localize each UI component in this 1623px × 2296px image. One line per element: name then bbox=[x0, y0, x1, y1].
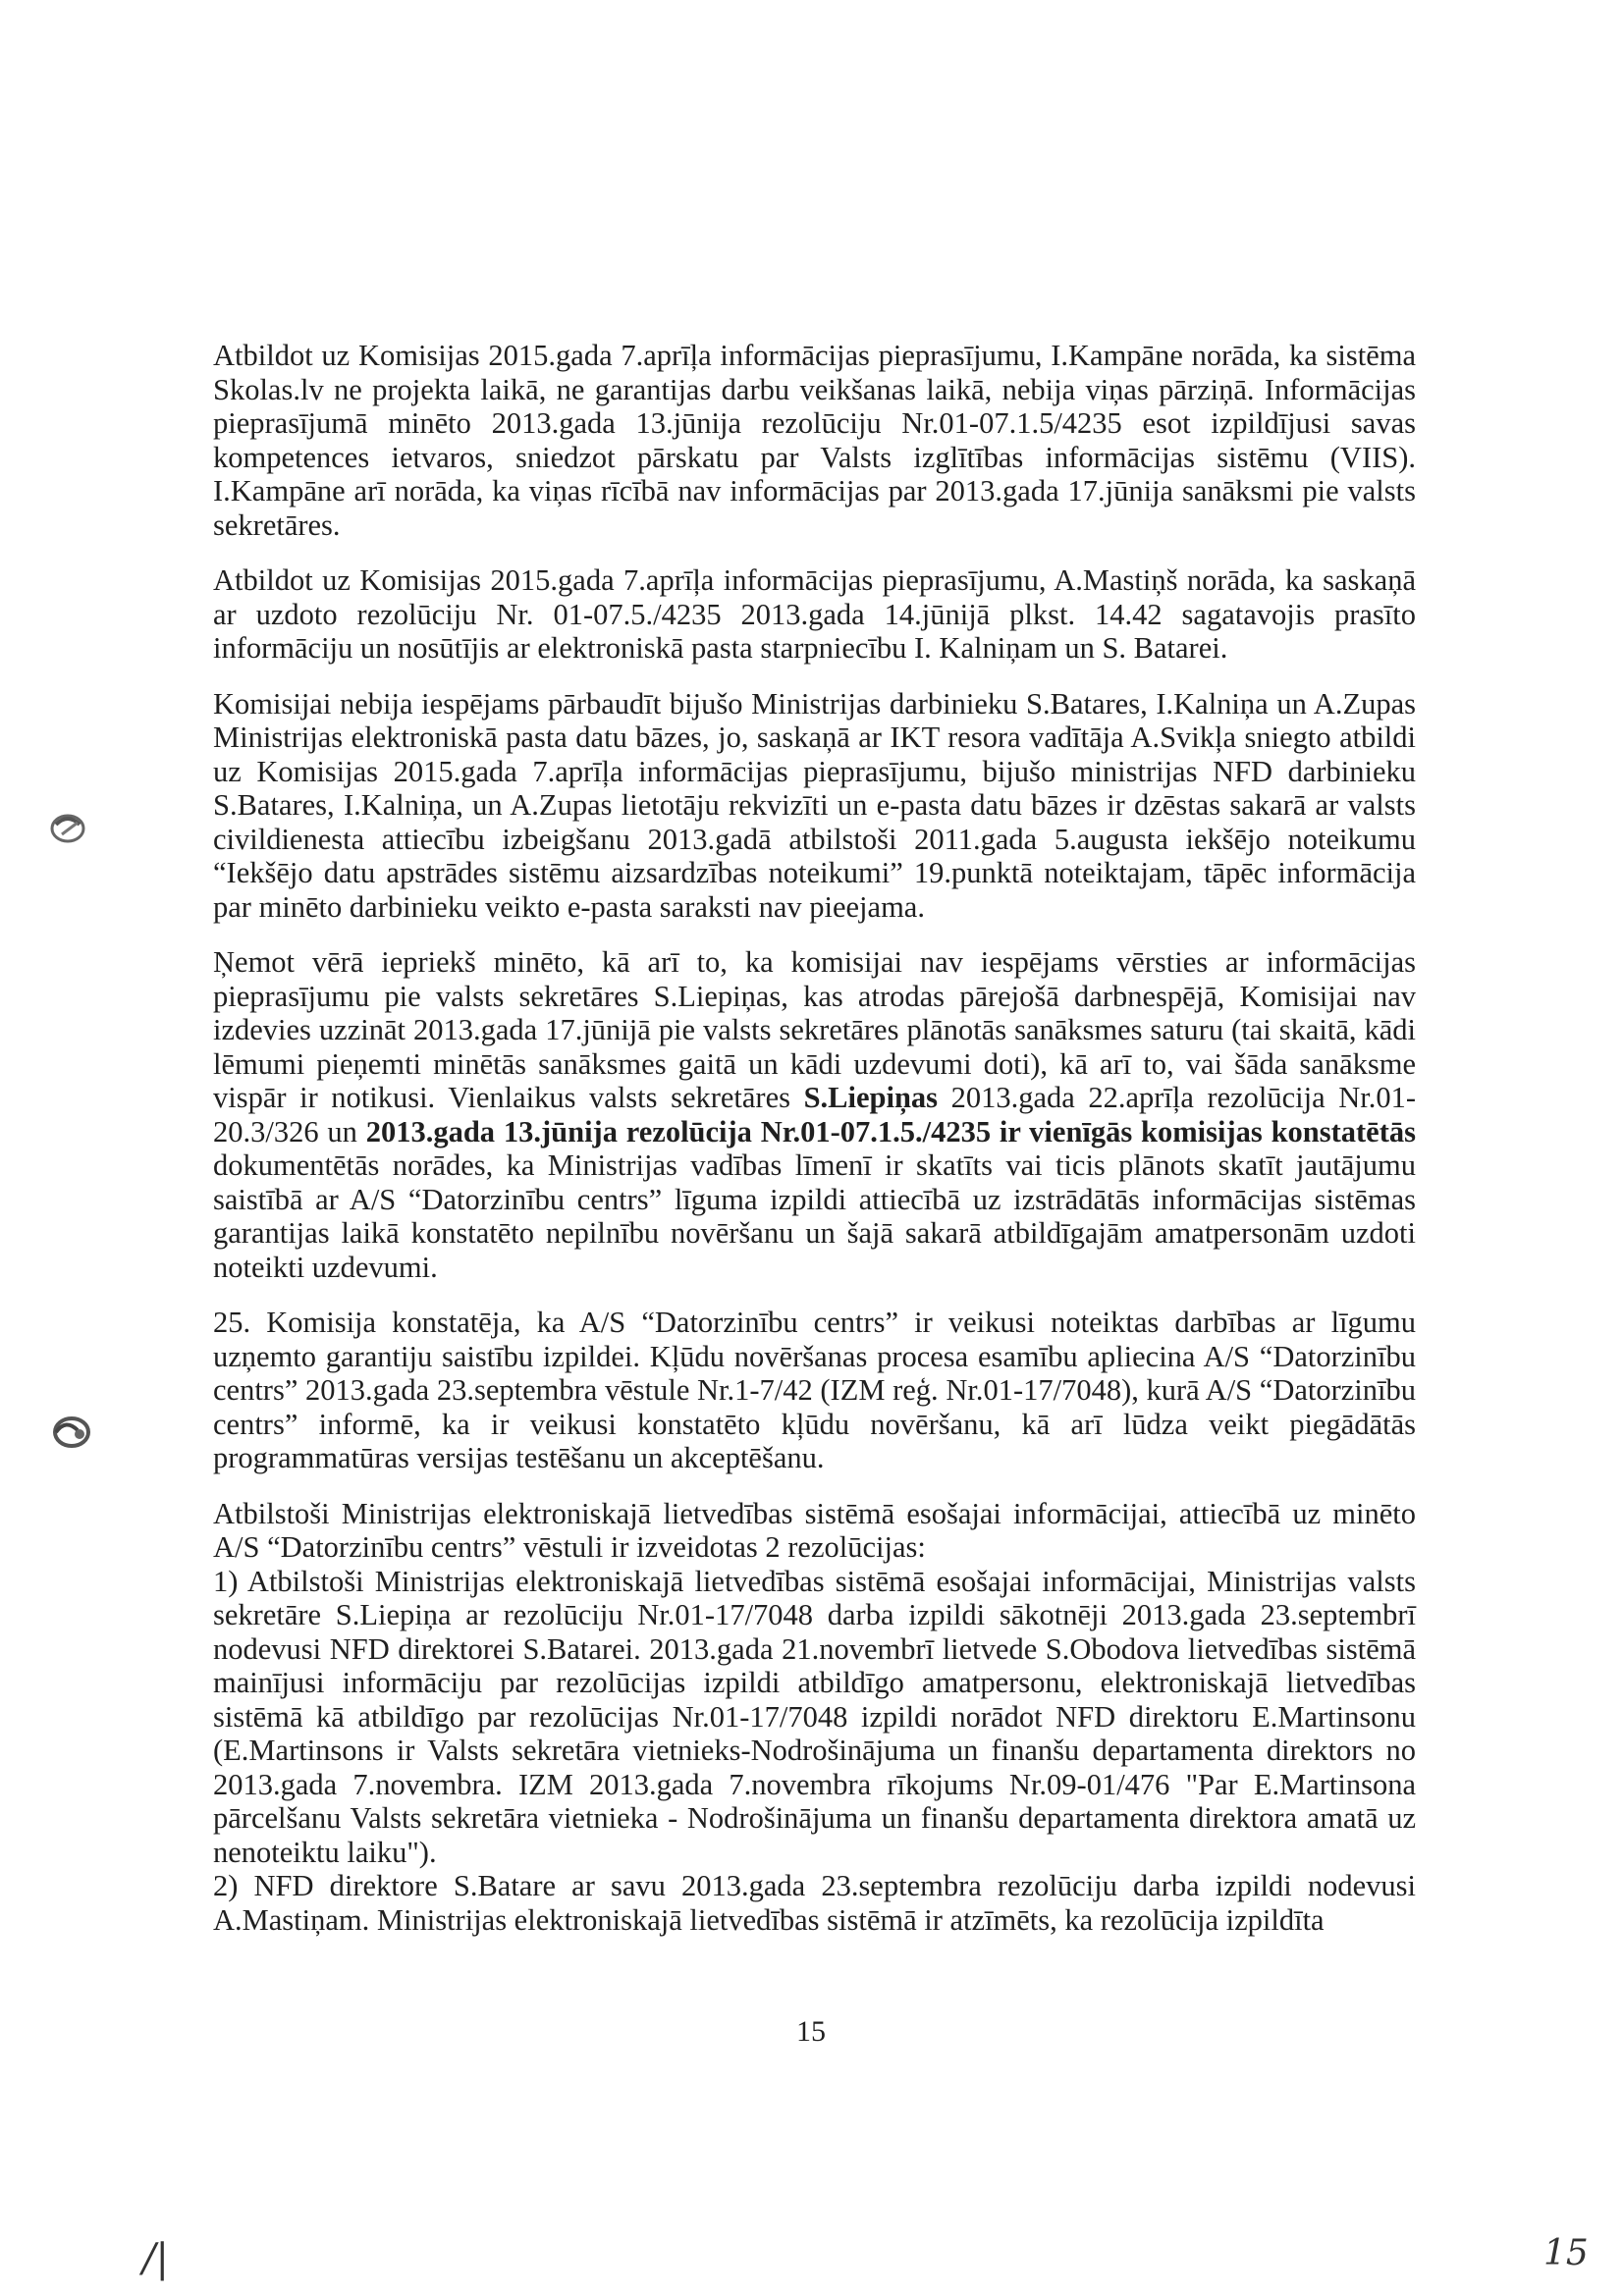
paragraph-mastins: Atbildot uz Komisijas 2015.gada 7.aprīļa informācijas pieprasījumu, A.Mastiņš norāda, ka saskaņā ar uzdoto rezolūciju Nr. 01-07.5./4235 2013.gada 14.jūnijā plkst. 14.42 sagatavojis prasīto informāciju un nosūtījis ar elektroniskā pasta starpniecību I. Kalniņam un S. Batarei. bbox=[213, 563, 1416, 665]
body-text bbox=[213, 339, 1416, 1937]
margin-stamp-mark-upper bbox=[44, 807, 99, 850]
paragraph-resolutions-intro: Atbilstoši Ministrijas elektroniskajā lietvedības sistēmā esošajai informācijai, attiecībā uz minēto A/S “Datorzinību centrs” vēstuli ir izveidotas 2 rezolūcijas: bbox=[213, 1496, 1416, 1564]
paragraph-considering-part2: 2013.gada 22.aprīļa rezolūcija Nr.01-20.3/326 un bbox=[213, 1081, 1417, 1148]
paragraph-25: 25. Komisija konstatēja, ka A/S “Datorzinību centrs” ir veikusi noteiktas darbības ar līgumu uzņemto garantiju saistību izpildei. Kļūdu novēršanas procesa esamību apliecina A/S “Datorzinību centrs” 2013.gada 23.septembra vēstule Nr.1-7/42 (IZM reģ. Nr.01-17/7048), kurā A/S “Datorzinību centrs” informē, ka ir veikusi konstatēto kļūdu novēršanu, kā arī lūdza veikt piegādātās programmatūras versijas testēšanu un akceptēšanu. bbox=[213, 1306, 1416, 1474]
paragraph-considering-bold2: 2013.gada 13.jūnija rezolūcija Nr.01-07.1.5./4235 ir vienīgās komisijas konstatētās bbox=[365, 1114, 1416, 1148]
paragraph-considering-part1: Ņemot vērā iepriekš minēto, kā arī to, ka komisijai nav iespējams vērsties ar informācijas pieprasījumu pie valsts sekretāres S.Liepiņas, kas atrodas pārejošā darbnespējā, Komisijai nav izdevies uzzināt 2013.gada 17.jūnijā pie valsts sekretāres plānotās sanāksmes saturu (tai skaitā, kādi lēmumi pieņemti minētās sanāksmes gaitā un kādi uzdevumi doti), kā arī to, vai šāda sanāksme vispār ir notikusi. Vienlaikus valsts sekretāres bbox=[213, 945, 1416, 1114]
paragraph-considering bbox=[213, 945, 1416, 1284]
paragraph-resolution-1: 1) Atbilstoši Ministrijas elektroniskajā lietvedības sistēmā esošajai informācijai, Ministrijas valsts sekretāre S.Liepiņa ar rezolūciju Nr.01-17/7048 darba izpildi sākotnēji 2013.gada 23.septembrī nodevusi NFD direktorei S.Batarei. 2013.gada 21.novembrī lietvede S.Obodova lietvedības sistēmā mainījusi informāciju par rezolūcijas izpildi atbildīgo amatpersonu, elektroniskajā lietvedības sistēmā kā atbildīgo par rezolūcijas Nr.01-17/7048 izpildi norādot NFD direktoru E.Martinsonu (E.Martinsons ir Valsts sekretāra vietnieks-Nodrošinājuma un finanšu departamenta direktors no 2013.gada 7.novembra. IZM 2013.gada 7.novembra rīkojums Nr.09-01/476 "Par E.Martinsona pārcelšanu Valsts sekretāra vietnieka - Nodrošinājuma un finanšu departamenta direktora amatā uz nenoteiktu laiku"). bbox=[213, 1564, 1416, 1869]
page-number: 15 bbox=[796, 2015, 826, 2048]
handwritten-mark-left: /| bbox=[142, 2236, 169, 2281]
margin-stamp-mark-lower bbox=[44, 1411, 99, 1454]
paragraph-considering-part3: dokumentētās norādes, ka Ministrijas vadības līmenī ir skatīts vai ticis plānots skatīt jautājumu saistībā ar A/S “Datorzinību centrs” līguma izpildi attiecībā uz izstrādātās informācijas sistēmas garantijas laikā konstatēto nepilnību novēršanu un šajā sakarā atbildīgajām amatpersonām uzdoti noteikti uzdevumi. bbox=[213, 1148, 1416, 1284]
paragraph-email-databases: Komisijai nebija iespējams pārbaudīt bijušo Ministrijas darbinieku S.Batares, I.Kalniņa un A.Zupas Ministrijas elektroniskā pasta datu bāzes, jo, saskaņā ar IKT resora vadītāja A.Svikļa sniegto atbildi uz Komisijas 2015.gada 7.aprīļa informācijas pieprasījumu, bijušo ministrijas NFD darbinieku S.Batares, I.Kalniņa, un A.Zupas lietotāju rekvizīti un e-pasta datu bāzes ir dzēstas sakarā ar valsts civildienesta attiecību izbeigšanu 2013.gadā atbilstoši 2011.gada 5.augusta iekšējo noteikumu “Iekšējo datu apstrādes sistēmu aizsardzības noteikumi” 19.punktā noteiktajam, tāpēc informācija par minēto darbinieku veikto e-pasta saraksti nav pieejama. bbox=[213, 686, 1416, 924]
handwritten-page-number: 15 bbox=[1543, 2233, 1589, 2273]
paragraph-resolution-2: 2) NFD direktore S.Batare ar savu 2013.gada 23.septembra rezolūciju darba izpildi nodevusi A.Mastiņam. Ministrijas elektroniskajā lietvedības sistēmā ir atzīmēts, ka rezolūcija izpildīta bbox=[213, 1869, 1416, 1937]
paragraph-kampane: Atbildot uz Komisijas 2015.gada 7.aprīļa informācijas pieprasījumu, I.Kampāne norāda, ka sistēma Skolas.lv ne projekta laikā, ne garantijas darbu veikšanas laikā, nebija viņas pārziņā. Informācijas pieprasījumā minēto 2013.gada 13.jūnija rezolūciju Nr.01-07.1.5/4235 esot izpildījusi savas kompetences ietvaros, sniedzot pārskatu par Valsts izglītības informācijas sistēmu (VIIS). I.Kampāne arī norāda, ka viņas rīcībā nav informācijas par 2013.gada 17.jūnija sanāksmi pie valsts sekretāres. bbox=[213, 339, 1416, 542]
paragraph-considering-bold1: S.Liepiņas bbox=[803, 1081, 939, 1114]
